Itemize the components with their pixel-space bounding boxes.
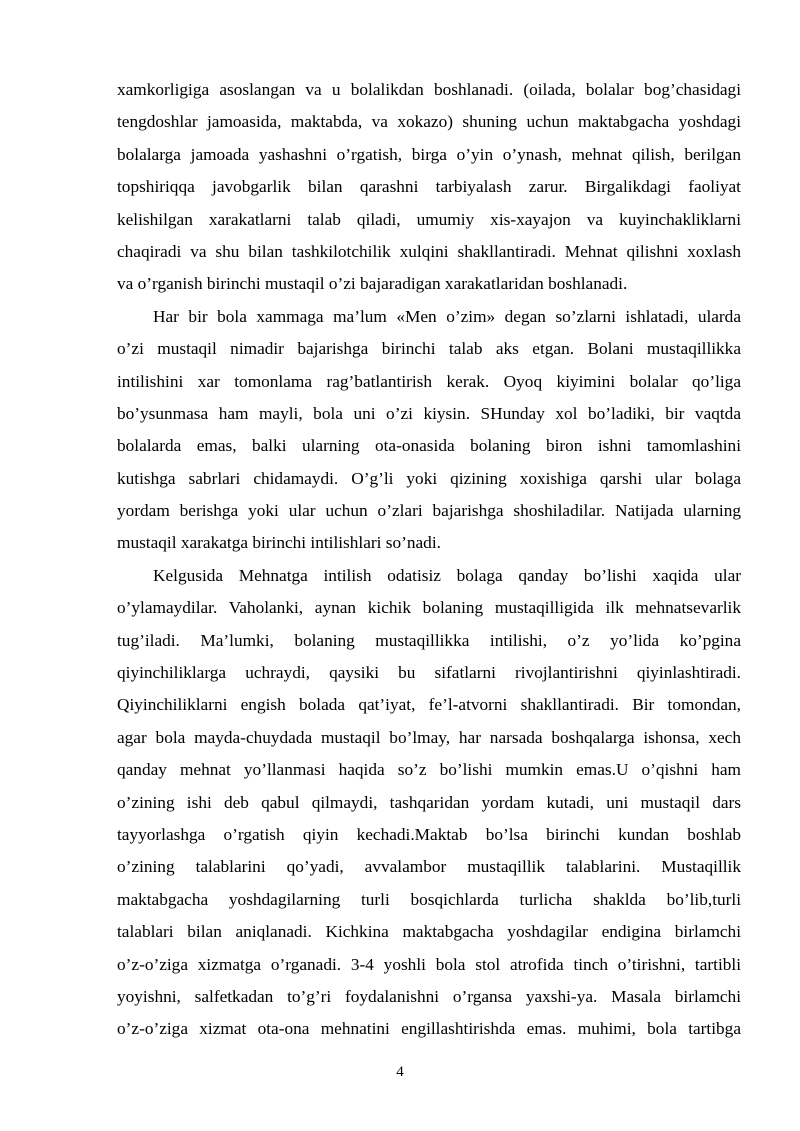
- paragraph: [117, 74, 741, 301]
- document-body: [117, 74, 741, 1046]
- text-line: qiyinchiliklarga uchraydi, qaysiki bu sifatlarni rivojlantirishni qiyinlashtiradi.: [117, 663, 741, 683]
- text-line: kelishilgan xarakatlarni talab qiladi, umumiy xis-xayajon va kuyinchakliklarni: [117, 209, 741, 229]
- text-line: Har bir bola xammaga ma’lum «Men o’zim» degan so’zlarni ishlatadi, ularda: [153, 306, 741, 326]
- text-line: o’z-o’ziga xizmatga o’rganadi. 3-4 yoshli bola stol atrofida tinch o’tirishni, tartibli: [117, 954, 741, 974]
- text-line: yoyishni, salfetkadan to’g’ri foydalanishni o’rgansa yaxshi-ya. Masala birlamchi: [117, 986, 741, 1006]
- text-line: chaqiradi va shu bilan tashkilotchilik xulqini shakllantiradi. Mehnat qilishni xoxlash: [117, 241, 741, 261]
- page-number: 4: [396, 1064, 404, 1080]
- text-line: o’z-o’ziga xizmat ota-ona mehnatini engillashtirishda emas. muhimi, bola tartibga: [117, 1019, 741, 1039]
- text-line: Kelgusida Mehnatga intilish odatisiz bolaga qanday bo’lishi xaqida ular: [153, 565, 741, 585]
- text-line: tayyorlashga o’rgatish qiyin kechadi.Maktab bo’lsa birinchi kundan boshlab: [117, 824, 741, 844]
- text-line: yordam berishga yoki ular uchun o’zlari bajarishga shoshiladilar. Natijada ularning: [117, 501, 741, 521]
- text-line: o’zining ishi deb qabul qilmaydi, tashqaridan yordam kutadi, uni mustaqil dars: [117, 792, 741, 812]
- text-line: Qiyinchiliklarni engish bolada qat’iyat, fe’l-atvorni shakllantiradi. Bir tomondan,: [117, 695, 741, 715]
- text-line: bolalarga jamoada yashashni o’rgatish, birga o’yin o’ynash, mehnat qilish, berilgan: [117, 144, 741, 164]
- text-line: tengdoshlar jamoasida, maktabda, va xokazo) shuning uchun maktabgacha yoshdagi: [117, 112, 741, 132]
- text-line: agar bola mayda-chuydada mustaqil bo’lmay, har narsada boshqalarga ishonsa, xech: [117, 727, 741, 747]
- text-line: bolalarda emas, balki ularning ota-onasida bolaning biron ishni tamomlashini: [117, 436, 741, 456]
- text-line: intilishini xar tomonlama rag’batlantirish kerak. Oyoq kiyimini bolalar qo’liga: [117, 371, 741, 391]
- text-line: o’zi mustaqil nimadir bajarishga birinchi talab aks etgan. Bolani mustaqillikka: [117, 339, 741, 359]
- paragraph: [117, 560, 741, 1046]
- text-line: qanday mehnat yo’llanmasi haqida so’z bo’lishi mumkin emas.U o’qishni ham: [117, 760, 741, 780]
- text-line: o’zining talablarini qo’yadi, avvalambor mustaqillik talablarini. Mustaqillik: [117, 857, 741, 877]
- text-line: topshiriqqa javobgarlik bilan qarashni tarbiyalash zarur. Birgalikdagi faoliyat: [117, 177, 741, 197]
- text-line: bo’ysunmasa ham mayli, bola uni o’zi kiysin. SHunday xol bo’ladiki, bir vaqtda: [117, 403, 741, 423]
- text-line: talablari bilan aniqlanadi. Kichkina maktabgacha yoshdagilar endigina birlamchi: [117, 922, 741, 942]
- text-line: va o’rganish birinchi mustaqil o’zi bajaradigan xarakatlaridan boshlanadi.: [117, 274, 628, 294]
- text-line: mustaqil xarakatga birinchi intilishlari so’nadi.: [117, 533, 441, 553]
- text-line: maktabgacha yoshdagilarning turli bosqichlarda turlicha shaklda bo’lib,turli: [117, 889, 741, 909]
- text-line: kutishga sabrlari chidamaydi. O’g’li yoki qizining xoxishiga qarshi ular bolaga: [117, 468, 741, 488]
- text-line: tug’iladi. Ma’lumki, bolaning mustaqillikka intilishi, o’z yo’lida ko’pgina: [117, 630, 741, 650]
- text-line: o’ylamaydilar. Vaholanki, aynan kichik bolaning mustaqilligida ilk mehnatsevarlik: [117, 598, 741, 618]
- text-line: xamkorligiga asoslangan va u bolalikdan boshlanadi. (oilada, bolalar bog’chasidagi: [117, 80, 741, 99]
- paragraph: [117, 301, 741, 560]
